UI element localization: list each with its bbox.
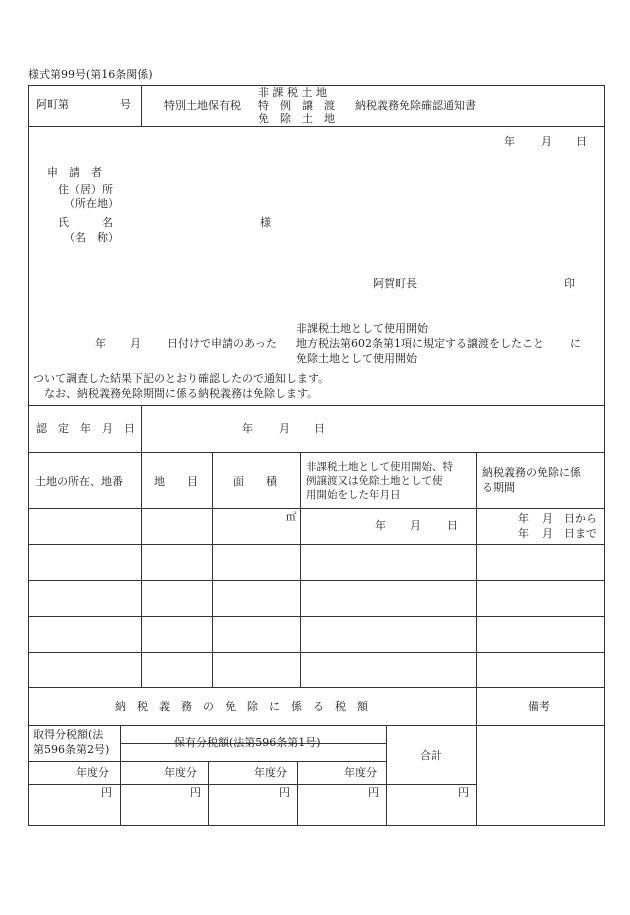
table-row-line-1	[28, 508, 605, 509]
fiscal-year-holding-2: 年度分	[254, 766, 287, 779]
yen-row-top-line	[28, 784, 476, 785]
header-bottom-line	[28, 126, 605, 127]
body-option-exempt: 免除土地として使用開始	[296, 352, 417, 365]
header-exemption-period-line-1: 納税義務の免除に係	[482, 466, 581, 479]
table-row-line-3	[28, 580, 605, 581]
document-title: 納税義務免除確認通知書	[355, 99, 476, 112]
address-label: 住（居）所	[58, 183, 113, 196]
tax-col-line-1	[120, 725, 121, 826]
tax-heading-bottom-line	[28, 725, 605, 726]
applicant-heading: 申 請 者	[47, 166, 102, 179]
date-day: 日	[576, 135, 587, 148]
header-area: 面 積	[233, 475, 277, 488]
cert-date-divider	[141, 405, 142, 452]
table-row-line-6	[28, 687, 605, 688]
date-year: 年	[504, 135, 515, 148]
period-from-month: 月	[542, 512, 553, 525]
body-particle: に	[570, 337, 581, 350]
yen-total: 円	[458, 786, 469, 799]
header-exemption-period-line-2: る期間	[482, 481, 515, 494]
cert-date-label: 認 定 年 月 日	[36, 422, 135, 435]
body-option-transfer: 地方税法第602条第1項に規定する譲渡をしたこと	[296, 337, 544, 350]
option-non-taxable-land: 非 課 税 土 地	[258, 86, 327, 99]
header-use-date-line-1: 非課税土地として使用開始、特	[306, 461, 453, 473]
header-use-date-line-2: 例譲渡又は免除土地として使	[306, 475, 443, 487]
remarks-divider	[476, 687, 477, 826]
fiscal-year-holding-1: 年度分	[164, 766, 197, 779]
yen-acquisition: 円	[101, 786, 112, 799]
body-month: 月	[130, 337, 141, 350]
tax-col-line-4	[386, 725, 387, 826]
cert-date-month: 月	[279, 422, 290, 435]
period-from-year: 年	[518, 512, 529, 525]
yen-holding-3: 円	[368, 786, 379, 799]
fiscal-year-holding-3: 年度分	[344, 766, 377, 779]
header-divider	[141, 85, 142, 126]
cert-date-top-line	[28, 405, 605, 406]
notice-number-prefix: 阿町第	[36, 98, 69, 111]
body-line-1: ついて調査した結果下記のとおり確認したので通知します。	[33, 372, 330, 385]
cert-date-day: 日	[314, 422, 325, 435]
fiscal-year-top-line	[28, 761, 386, 762]
header-land-location: 土地の所在、地番	[35, 475, 123, 488]
row-date-day: 日	[447, 519, 458, 532]
acquisition-tax-label-1: 取得分税額(法	[33, 728, 104, 741]
tax-col-line-2	[208, 761, 209, 826]
body-year: 年	[95, 337, 106, 350]
body-option-non-taxable: 非課税土地として使用開始	[296, 322, 428, 335]
table-row-line-2	[28, 544, 605, 545]
body-line-2: なお、納税義務免除期間に係る納税義務は免除します。	[44, 387, 319, 400]
option-special-transfer: 特 例 譲 渡	[258, 99, 335, 112]
yen-holding-1: 円	[190, 786, 201, 799]
row-date-month: 月	[410, 519, 421, 532]
acquisition-tax-label-2: 第596条第2号)	[33, 743, 110, 756]
total-label: 合計	[420, 749, 442, 762]
name-label: 氏 名	[58, 216, 113, 229]
fiscal-year-acquisition: 年度分	[76, 766, 109, 779]
holding-tax-label: 保有分税額(法第596条第1号)	[174, 736, 321, 749]
period-to-month: 月	[542, 527, 553, 540]
period-to-day: 日まで	[564, 527, 597, 540]
row-date-year: 年	[375, 519, 386, 532]
form-label: 様式第99号(第16条関係)	[28, 68, 153, 81]
issuer-title: 阿賀町長	[373, 277, 417, 290]
name-sub-label: （名 称）	[64, 231, 119, 244]
table-row-line-4	[28, 616, 605, 617]
tax-col-line-3	[297, 761, 298, 826]
address-sub-label: （所在地）	[64, 197, 119, 210]
period-from-day: 日から	[564, 512, 597, 525]
yen-holding-2: 円	[279, 786, 290, 799]
header-land-category: 地 目	[154, 475, 198, 488]
date-month: 月	[541, 135, 552, 148]
honorific: 様	[260, 216, 271, 229]
notice-number-suffix: 号	[120, 98, 131, 111]
header-use-date-line-3: 用開始をした年月日	[306, 489, 401, 501]
table-row-line-5	[28, 652, 605, 653]
tax-name: 特別土地保有税	[164, 99, 241, 112]
area-unit: ㎡	[286, 511, 297, 523]
cert-date-bottom-line	[28, 452, 605, 453]
tax-amount-heading: 納 税 義 務 の 免 除 に 係 る 税 額	[115, 700, 368, 713]
cert-date-year: 年	[242, 422, 253, 435]
body-applied-date: 日付けで申請のあった	[167, 337, 277, 350]
seal-mark: 印	[564, 277, 575, 290]
period-to-year: 年	[518, 527, 529, 540]
remarks-label: 備考	[528, 700, 550, 713]
option-exempt-land: 免 除 土 地	[258, 112, 335, 125]
